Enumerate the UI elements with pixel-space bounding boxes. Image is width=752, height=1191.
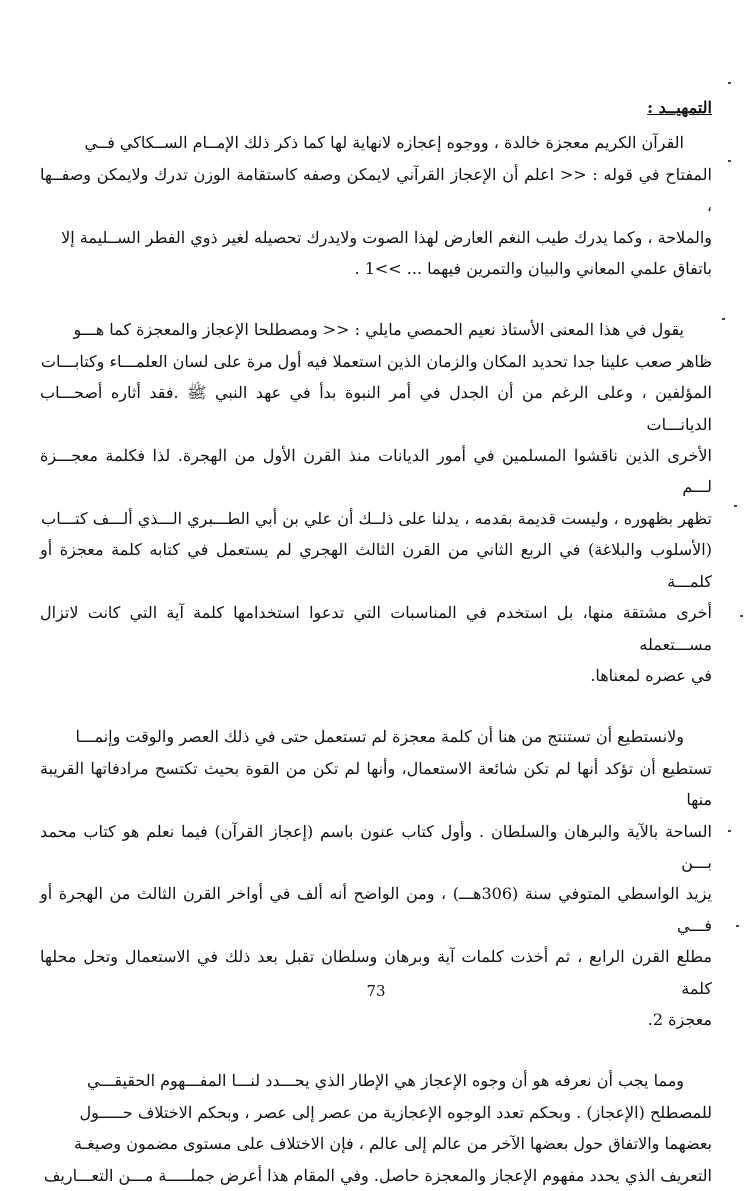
text-line: ظاهر صعب علينا جدا تحديد المكان والزمان الذين استعملا فيه أول مرة على لسان العلمـــاء وكتابـــات — [40, 351, 712, 371]
paragraph — [40, 127, 712, 284]
edge-mark — [736, 925, 739, 927]
edge-mark — [728, 82, 731, 84]
text-line: أخرى مشتقة منها، بل استخدم في المناسبات التي تدعوا استخدامها كلمة آية التي كانت لاتزال مســـتعمله — [40, 603, 712, 654]
paragraphs-container — [40, 127, 712, 1191]
section-heading: التمهيــد : — [647, 98, 712, 117]
text-line: والملاحة ، وكما يدرك طيب النغم العارض لهذا الصوت ولايدرك تحصيله لغير ذوي الفطر الســليمة إلا — [61, 227, 712, 247]
edge-mark — [728, 160, 731, 162]
text-line: يزيد الواسطي المتوفي سنة (306هـــ) ، ومن الواضح أنه ألف في أواخر القرن الثالث من الهجرة أو فـــي — [40, 884, 713, 935]
text-line: الأخرى الذين ناقشوا المسلمين في أمور الديانات منذ القرن الأول من الهجرة. لذا فكلمة معجـــزة لـــم — [40, 446, 713, 497]
paragraph — [40, 1065, 712, 1191]
edge-mark — [722, 318, 725, 320]
text-line: بعضهما والاتفاق حول بعضها الآخر من عالم إلى عالم ، فإن الاختلاف على مستوى مضمون وصيغـة — [74, 1134, 712, 1154]
text-line: تستطيع أن تؤكد أنها لم تكن شائعة الاستعمال، وأنها لم تكن من القوة بحيث تكتسح مرادفاتها القريبة منها — [40, 758, 712, 810]
text-line: مطلع القرن الرابع ، ثم أخذت كلمات آية وبرهان وسلطان تقبل بعد ذلك في الاستعمال وتحل محلها كلمة — [40, 947, 712, 998]
text-line: يقول في هذا المعنى الأستاذ نعيم الحمصي مايلي : << ومصطلحا الإعجاز والمعجزة كما هـــو — [73, 320, 684, 340]
text-line: تظهر بظهوره ، وليست قديمة بقدمه ، يدلنا على ذلــك أن علي بن أبي الطـــبري الـــذي ألـــف كتـــاب — [41, 508, 712, 528]
text-line: للمصطلح (الإعجاز) . وبحكم تعدد الوجوه الإعجازية من عصر إلى عصر ، وبحكم الاختلاف حـــــول — [79, 1102, 712, 1122]
text-line: ولانستطيع أن تستنتج من هنا أن كلمة معجزة لم تستعمل حتى في ذلك العصر والوقت وإنمـــا — [75, 727, 684, 747]
page-body — [40, 92, 712, 1191]
edge-mark — [728, 830, 731, 832]
text-line: القرآن الكريم معجزة خالدة ، ووجوه إعجازه لانهاية لها كما ذكر ذلك الإمــام الســكاكي فــي — [84, 133, 684, 153]
edge-mark — [734, 505, 737, 507]
page-number: 73 — [366, 982, 386, 1000]
text-line: المؤلفين ، وعلى الرغم من أن الجدل في أمر النبوة بدأ في عهد النبي ﷺ .فقد أثاره أصحـــاب الديانـــات — [40, 383, 712, 434]
text-line: الساحة بالآية والبرهان والسلطان . وأول كتاب عنون باسم (إعجاز القرآن) فيما نعلم هو كتاب محمد بـــن — [40, 821, 712, 872]
text-line: معجزة 2. — [647, 1009, 712, 1029]
text-line: (الأسلوب والبلاغة) في الربع الثاني من القرن الثالث الهجري لم يستعمل في كتابه كلمة معجزة أو كلمـــة — [40, 540, 712, 591]
text-line: في عصره لمعناها. — [590, 665, 712, 685]
text-line: المفتاح في قوله : << اعلم أن الإعجاز القرآني لايمكن وصفه كاستقامة الوزن تدرك ولايمكن وصفــها ، — [40, 164, 712, 216]
edge-mark — [740, 615, 743, 617]
text-line: التعريف الذي يحدد مفهوم الإعجاز والمعجزة حاصل. وفي المقام هذا أعرض جملـــــة مـــن التعـــاريف — [43, 1165, 712, 1185]
text-line: ومما يجب أن نعرفه هو أن وجوه الإعجاز هي الإطار الذي يحـــدد لنـــا المفـــهوم الحقيقـــي — [86, 1071, 684, 1091]
paragraph — [40, 314, 712, 691]
text-line: باتفاق علمي المعاني والبيان والتمرين فيهما ... >>1 . — [354, 259, 712, 279]
